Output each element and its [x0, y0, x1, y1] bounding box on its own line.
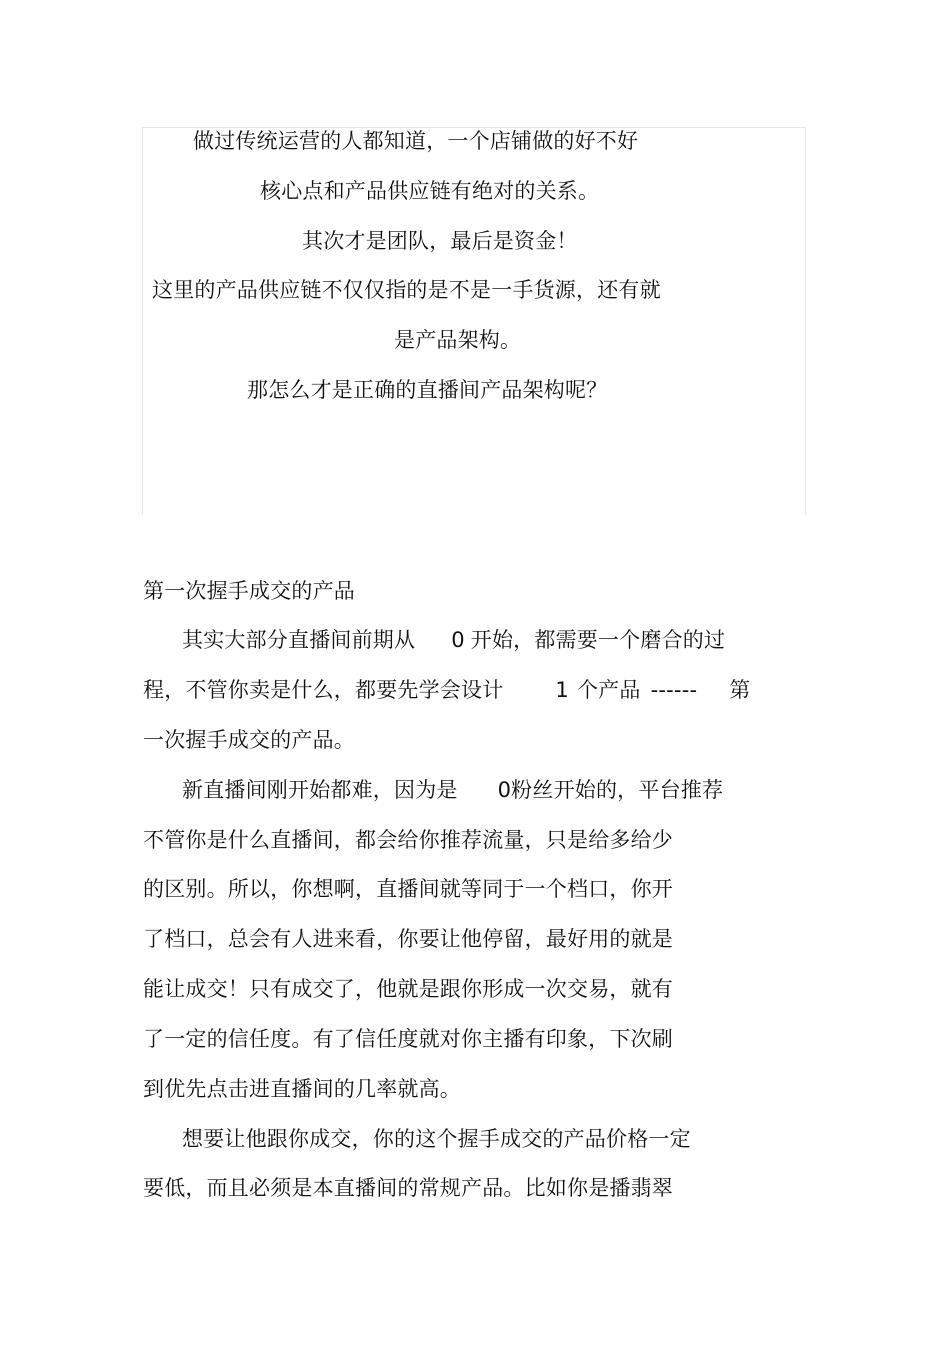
p2-line-6: 了一定的信任度。有了信任度就对你主播有印象，下次刷 — [143, 1027, 673, 1051]
p2-line-2: 不管你是什么直播间，都会给你推荐流量，只是给多给少 — [143, 828, 673, 852]
p1-line-2-dashes: ------ — [650, 678, 698, 702]
p2-line-1-text-a: 新直播间刚开始都难，因为是 — [182, 778, 458, 802]
p2-line-1-text-b: 粉丝开始的，平台推荐 — [511, 778, 724, 802]
intro-line-5: 是产品架构。 — [394, 328, 522, 352]
intro-line-4: 这里的产品供应链不仅仅指的是不是一手货源，还有就 — [152, 278, 661, 302]
p3-line-1: 想要让他跟你成交，你的这个握手成交的产品价格一定 — [182, 1127, 691, 1151]
p1-line-2-text-a: 程，不管你卖是什么，都要先学会设计 — [143, 678, 504, 702]
p2-line-3: 的区别。所以，你想啊，直播间就等同于一个档口，你开 — [143, 877, 673, 901]
intro-line-1: 做过传统运营的人都知道，一个店铺做的好不好 — [193, 129, 639, 153]
p1-line-2-text-c: 第 — [729, 678, 751, 702]
p1-line-1-number: 0 — [451, 628, 465, 652]
p2-line-5: 能让成交！只有成交了，他就是跟你形成一次交易，就有 — [143, 977, 673, 1001]
p1-line-2-number: 1 — [555, 678, 569, 702]
p1-line-1-text-a: 其实大部分直播间前期从 — [182, 628, 416, 652]
section-heading: 第一次握手成交的产品 — [143, 579, 355, 603]
p2-line-7: 到优先点击进直播间的几率就高。 — [143, 1077, 461, 1101]
p3-line-2: 要低，而且必须是本直播间的常规产品。比如你是播翡翠 — [143, 1176, 673, 1200]
p2-line-1 — [182, 776, 723, 804]
p1-line-3: 一次握手成交的产品。 — [143, 728, 355, 752]
p1-line-1 — [182, 626, 725, 654]
p1-line-2 — [143, 676, 750, 704]
p1-line-1-text-b: 开始，都需要一个磨合的过 — [470, 628, 726, 652]
p1-line-2-text-b: 个产品 — [576, 678, 641, 702]
intro-line-2: 核心点和产品供应链有绝对的关系。 — [260, 179, 600, 203]
p2-line-4: 了档口，总会有人进来看，你要让他停留，最好用的就是 — [143, 927, 673, 951]
p2-line-1-number: 0 — [497, 778, 512, 802]
intro-line-3: 其次才是团队，最后是资金！ — [302, 229, 578, 253]
intro-line-6: 那怎么才是正确的直播间产品架构呢？ — [247, 378, 608, 402]
